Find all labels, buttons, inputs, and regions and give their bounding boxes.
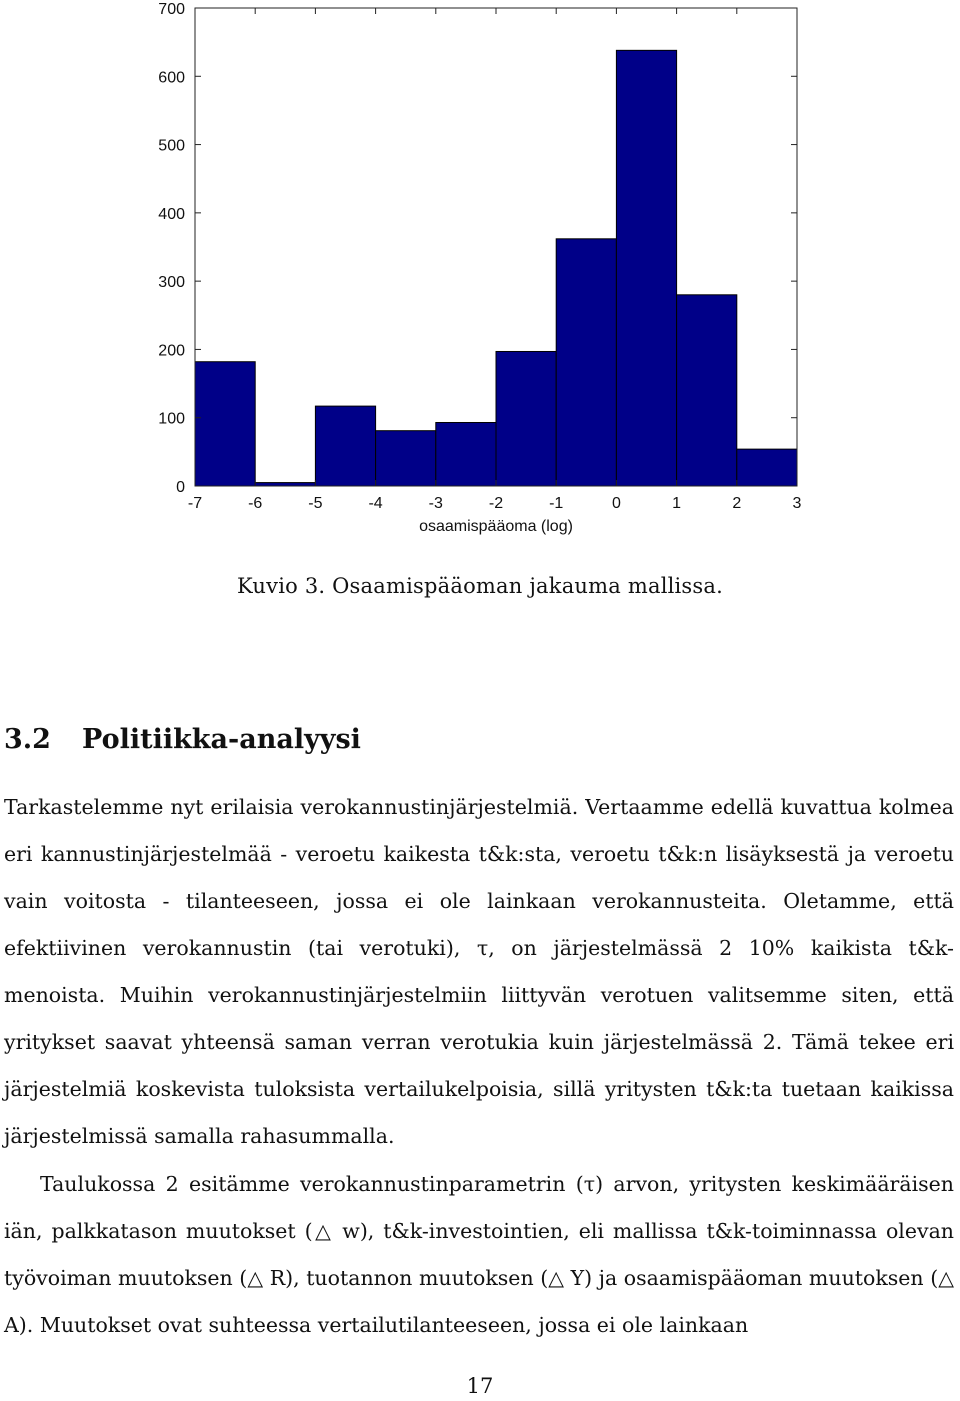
histogram-bar-9 bbox=[677, 295, 737, 486]
x-tick-label: 3 bbox=[792, 495, 802, 512]
y-tick-label: 300 bbox=[158, 274, 185, 292]
histogram-bar-10 bbox=[737, 449, 797, 486]
histogram-bar-2 bbox=[255, 483, 315, 486]
histogram-bar-4 bbox=[376, 431, 436, 486]
y-tick-label: 100 bbox=[158, 410, 185, 428]
body-paragraph-1: Tarkastelemme nyt erilaisia verokannustinjärjestelmiä. Vertaamme edellä kuvattua kolmea eri kannustinjärjestelmää - veroetu kaikesta t&k:sta, veroetu t&k:n lisäyksestä ja veroetu vain voitosta - tilanteeseen, jossa ei ole lainkaan verokannusteita. Oletamme, että efektiivinen verokannustin (tai verotuki), τ, on järjestelmässä 2 10% kaikista t&k-menoista. Muihin verokannustinjärjestelmiin liittyvän verotuen valitsemme siten, että yritykset saavat yhteensä saman verran verotukia kuin järjestelmässä 2. Tämä tekee eri järjestelmiä koskevista tuloksista vertailukelpoisia, sillä yritysten t&k:ta tuetaan kaikissa järjestelmissä samalla rahasummalla. bbox=[4, 795, 954, 1148]
x-tick-label: -6 bbox=[248, 495, 263, 512]
y-tick-label: 200 bbox=[158, 342, 185, 360]
x-tick-label: -3 bbox=[428, 495, 443, 512]
x-tick-label: 2 bbox=[732, 495, 742, 512]
figure-caption: Kuvio 3. Osaamispääoman jakauma mallissa. bbox=[236, 574, 723, 598]
x-axis-label: osaamispääoma (log) bbox=[419, 518, 573, 535]
x-tick-label: 1 bbox=[672, 495, 682, 512]
y-tick-label: 500 bbox=[158, 137, 185, 155]
x-tick-label: -1 bbox=[549, 495, 564, 512]
y-tick-label: 400 bbox=[158, 205, 185, 223]
histogram-bar-7 bbox=[556, 239, 616, 486]
x-tick-label: -4 bbox=[368, 495, 383, 512]
histogram-bar-8 bbox=[616, 50, 676, 486]
histogram-bar-5 bbox=[436, 422, 496, 486]
body-paragraph-2: Taulukossa 2 esitämme verokannustinparametrin (τ) arvon, yritysten keskimääräisen iän, palkkatason muutokset (△ w), t&k-investointien, eli mallissa t&k-toiminnassa olevan työvoiman muutoksen (△ R), tuotannon muutoksen (△ Y) ja osaamispääoman muutoksen (△ A). Muutokset ovat suhteessa vertailutilanteeseen, jossa ei ole lainkaan bbox=[4, 1172, 954, 1337]
x-tick-label: -2 bbox=[488, 495, 504, 512]
x-tick-label: 0 bbox=[611, 495, 621, 512]
section-number: 3.2 bbox=[4, 724, 51, 755]
section-title: Politiikka-analyysi bbox=[82, 724, 361, 755]
histogram-bar-3 bbox=[315, 406, 375, 486]
x-tick-label: -5 bbox=[308, 495, 323, 512]
histogram-bar-1 bbox=[195, 362, 255, 486]
histogram-bar-6 bbox=[496, 351, 556, 486]
histogram-figure bbox=[0, 0, 960, 545]
y-tick-label: 600 bbox=[158, 69, 185, 87]
x-tick-label: -7 bbox=[187, 495, 203, 512]
histogram-bars bbox=[195, 50, 797, 486]
y-tick-label: 0 bbox=[176, 479, 185, 496]
y-tick-label: 700 bbox=[158, 1, 185, 18]
section-heading bbox=[4, 724, 361, 755]
page-number: 17 bbox=[466, 1374, 494, 1398]
